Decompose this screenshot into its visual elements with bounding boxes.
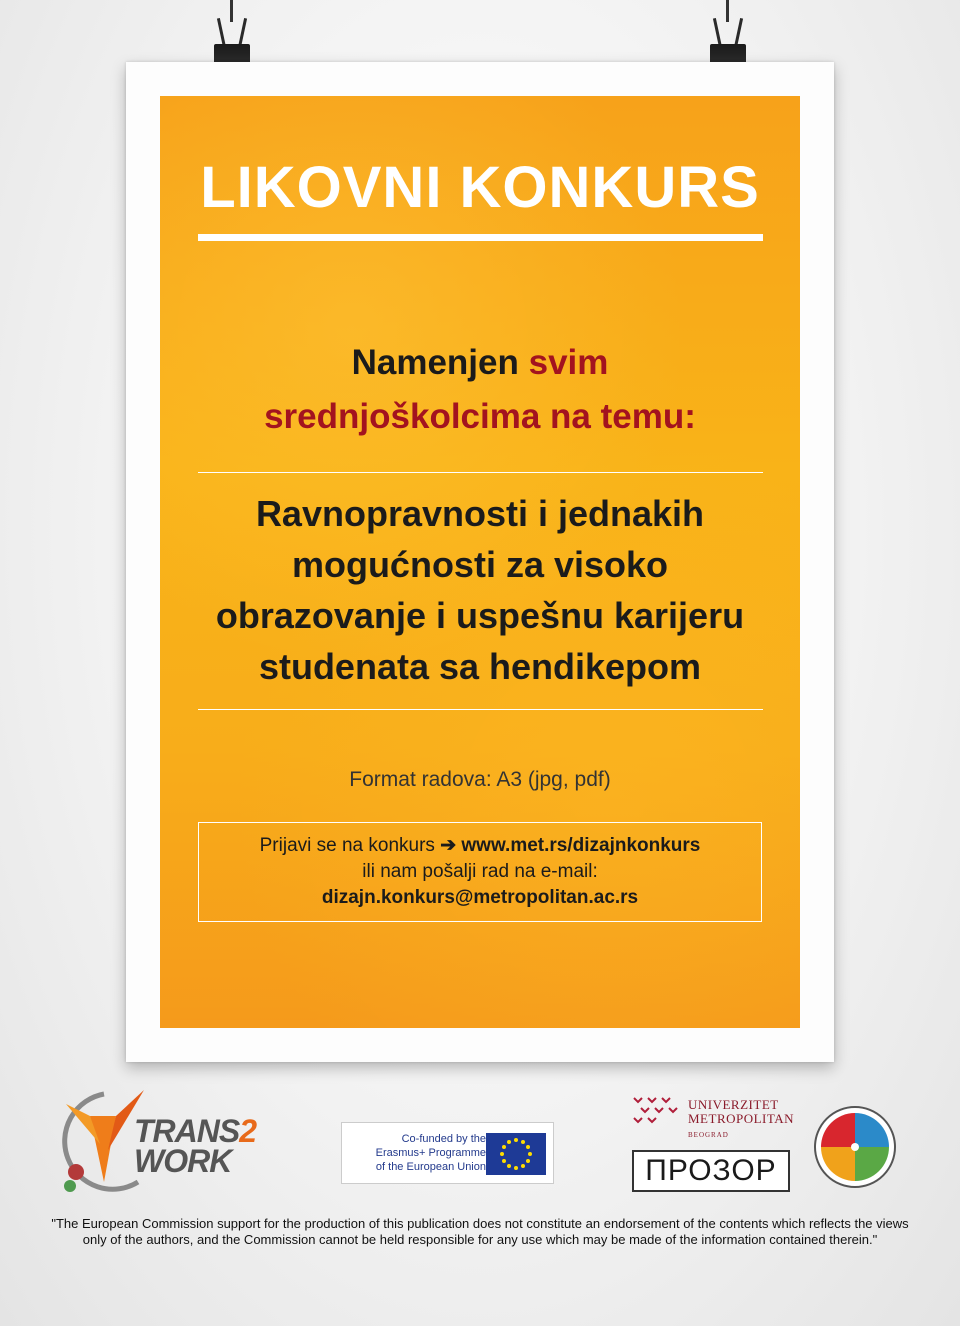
- apply-line2: ili nam pošalji rad na e-mail:: [362, 861, 598, 882]
- theme-line: studenata sa hendikepom: [258, 646, 702, 687]
- audience-prefix: Namenjen: [351, 343, 519, 382]
- accessibility-quadrants-icon: [812, 1104, 898, 1190]
- arrow-right-icon: ➔: [440, 835, 457, 856]
- format-text: Format radova: A3 (jpg, pdf): [349, 768, 611, 791]
- theme-text: [160, 488, 800, 692]
- apply-box: [198, 822, 762, 922]
- metropolitan-chevrons-icon: [628, 1092, 684, 1132]
- partner-logos: [0, 1080, 960, 1210]
- divider-top: [198, 472, 763, 473]
- theme-line: mogućnosti za visoko: [291, 544, 669, 585]
- apply-email-link[interactable]: dizajn.konkurs@metropolitan.ac.rs: [321, 887, 639, 908]
- trans2work-wordmark: TRANS2 WORK: [134, 1113, 257, 1179]
- theme-line: obrazovanje i uspešnu karijeru: [215, 595, 745, 636]
- divider-bottom: [198, 709, 763, 710]
- audience-highlight-2: srednjoškolcima na temu:: [264, 397, 696, 436]
- prozor-logo: ПРОЗОР: [632, 1150, 790, 1192]
- eu-flag-icon: [486, 1133, 546, 1175]
- poster: [160, 96, 800, 1028]
- accessibility-circle-logo: [812, 1104, 898, 1190]
- theme-line: Ravnopravnosti i jednakih: [255, 493, 705, 534]
- title-underline: [198, 234, 763, 241]
- erasmus-logo: [341, 1122, 554, 1184]
- poster-title: LIKOVNI KONKURS: [200, 155, 760, 220]
- trans2work-logo: [46, 1086, 296, 1198]
- audience-text: [160, 336, 800, 444]
- erasmus-text: Co-funded by the Erasmus+ Programme of the European Union: [375, 1133, 486, 1173]
- audience-highlight-1: svim: [528, 343, 609, 382]
- metropolitan-wordmark: UNIVERZITET METROPOLITAN BEOGRAD: [688, 1097, 795, 1139]
- univerzitet-metropolitan-logo: [628, 1092, 808, 1142]
- eu-disclaimer: "The European Commission support for the production of this publication does not constitute an endorsement of the contents which reflects the views only of the authors, and the Commission cannot be held responsible for any use which may be made of the information contained therein.": [51, 1216, 909, 1247]
- apply-url-link[interactable]: www.met.rs/dizajnkonkurs: [461, 835, 701, 856]
- apply-prefix: Prijavi se na konkurs: [259, 835, 435, 856]
